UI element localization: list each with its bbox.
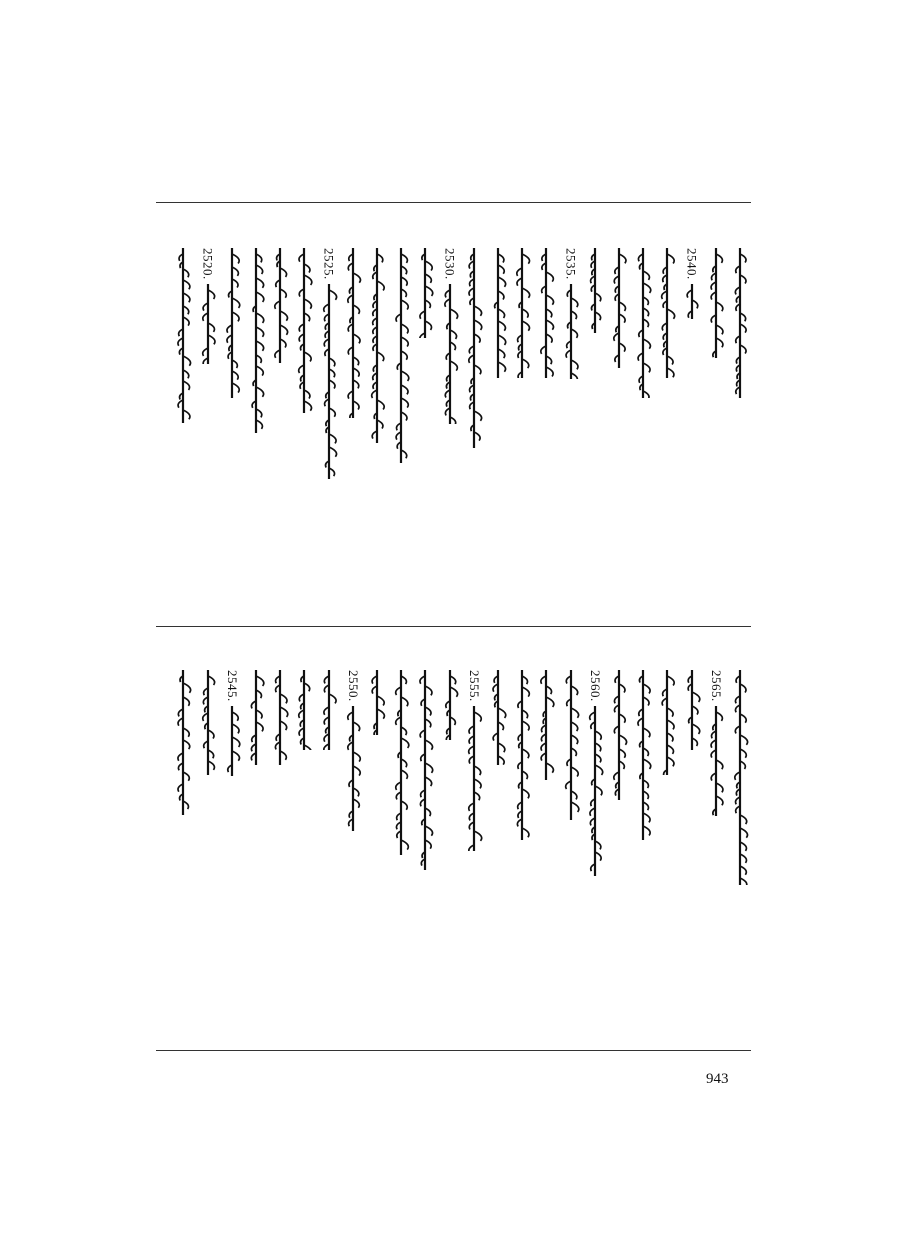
script-line bbox=[705, 670, 727, 816]
mongolian-script-glyphs bbox=[463, 706, 485, 851]
script-text bbox=[245, 248, 267, 433]
line-number: 2535. bbox=[563, 248, 579, 280]
script-text bbox=[656, 670, 678, 775]
top-rule bbox=[156, 202, 751, 203]
script-line bbox=[535, 670, 557, 780]
script-text bbox=[487, 248, 509, 378]
script-text bbox=[463, 706, 485, 851]
script-text bbox=[293, 670, 315, 750]
line-number: 2520. bbox=[200, 248, 216, 280]
mongolian-script-glyphs bbox=[487, 248, 509, 378]
script-line bbox=[584, 670, 606, 876]
script-line bbox=[632, 248, 654, 398]
mongolian-script-glyphs bbox=[342, 248, 364, 418]
script-text bbox=[390, 248, 412, 463]
mongolian-script-glyphs bbox=[414, 670, 436, 870]
mongolian-script-glyphs bbox=[221, 706, 243, 776]
mongolian-script-glyphs bbox=[269, 248, 291, 363]
line-number: 2530. bbox=[442, 248, 458, 280]
mongolian-script-glyphs bbox=[245, 670, 267, 765]
mongolian-script-glyphs bbox=[608, 248, 630, 368]
script-line bbox=[487, 670, 509, 765]
script-line bbox=[390, 670, 412, 855]
line-number: 2565. bbox=[708, 670, 724, 702]
mongolian-script-glyphs bbox=[342, 706, 364, 831]
script-line bbox=[197, 670, 219, 775]
script-line bbox=[318, 670, 340, 750]
mongolian-script-glyphs bbox=[197, 670, 219, 775]
script-line bbox=[245, 248, 267, 433]
script-line bbox=[439, 670, 461, 740]
mongolian-script-glyphs bbox=[318, 284, 340, 479]
script-text bbox=[729, 248, 751, 398]
script-text bbox=[293, 248, 315, 413]
mongolian-script-glyphs bbox=[705, 248, 727, 358]
mongolian-script-glyphs bbox=[390, 248, 412, 463]
script-text bbox=[584, 248, 606, 333]
mongolian-script-glyphs bbox=[221, 248, 243, 398]
script-text bbox=[439, 670, 461, 740]
script-line bbox=[487, 248, 509, 378]
script-line bbox=[705, 248, 727, 358]
mongolian-script-glyphs bbox=[729, 670, 751, 885]
mongolian-script-glyphs bbox=[172, 248, 194, 423]
mongolian-script-glyphs bbox=[608, 670, 630, 800]
script-text bbox=[342, 706, 364, 831]
line-number: 2525. bbox=[321, 248, 337, 280]
script-text bbox=[245, 670, 267, 765]
mongolian-script-glyphs bbox=[318, 670, 340, 750]
script-line bbox=[414, 670, 436, 870]
script-line bbox=[608, 670, 630, 800]
script-line bbox=[318, 248, 340, 479]
script-line bbox=[608, 248, 630, 368]
script-line bbox=[560, 248, 582, 379]
line-number: 2540. bbox=[684, 248, 700, 280]
script-line bbox=[172, 248, 194, 423]
line-number: 2555. bbox=[466, 670, 482, 702]
script-line bbox=[535, 248, 557, 378]
script-text bbox=[729, 670, 751, 885]
script-text bbox=[390, 670, 412, 855]
mongolian-script-glyphs bbox=[439, 670, 461, 740]
line-number: 2560. bbox=[587, 670, 603, 702]
script-text bbox=[608, 248, 630, 368]
script-text bbox=[221, 248, 243, 398]
script-line bbox=[342, 248, 364, 418]
mongolian-script-glyphs bbox=[197, 284, 219, 364]
mongolian-script-glyphs bbox=[172, 670, 194, 815]
script-line bbox=[172, 670, 194, 815]
mongolian-script-glyphs bbox=[390, 670, 412, 855]
script-text bbox=[535, 670, 557, 780]
line-number: 2545. bbox=[224, 670, 240, 702]
script-text bbox=[463, 248, 485, 448]
mongolian-script-glyphs bbox=[414, 248, 436, 338]
script-line bbox=[293, 248, 315, 413]
script-text bbox=[172, 248, 194, 423]
script-line bbox=[681, 248, 703, 319]
script-line bbox=[511, 248, 533, 378]
mongolian-script-glyphs bbox=[463, 248, 485, 448]
script-line bbox=[681, 670, 703, 750]
script-text bbox=[318, 670, 340, 750]
mongolian-script-glyphs bbox=[705, 706, 727, 816]
script-line bbox=[366, 670, 388, 735]
mongolian-script-glyphs bbox=[656, 248, 678, 378]
script-text bbox=[366, 248, 388, 443]
script-line bbox=[511, 670, 533, 840]
script-line bbox=[366, 248, 388, 443]
script-text bbox=[705, 248, 727, 358]
script-text bbox=[632, 670, 654, 840]
script-text bbox=[269, 248, 291, 363]
script-line bbox=[729, 248, 751, 398]
mongolian-script-glyphs bbox=[293, 670, 315, 750]
mongolian-script-glyphs bbox=[269, 670, 291, 765]
script-line bbox=[293, 670, 315, 750]
mongolian-script-glyphs bbox=[511, 670, 533, 840]
script-text bbox=[511, 248, 533, 378]
script-text bbox=[608, 670, 630, 800]
mongolian-script-glyphs bbox=[535, 248, 557, 378]
script-text bbox=[681, 284, 703, 319]
mongolian-script-glyphs bbox=[245, 248, 267, 433]
script-text bbox=[535, 248, 557, 378]
bottom-rule bbox=[156, 1050, 751, 1051]
script-line bbox=[269, 248, 291, 363]
script-text bbox=[221, 706, 243, 776]
script-line bbox=[729, 670, 751, 885]
script-line bbox=[463, 670, 485, 851]
script-line bbox=[439, 248, 461, 424]
script-line bbox=[245, 670, 267, 765]
script-text bbox=[656, 248, 678, 378]
mongolian-script-glyphs bbox=[632, 248, 654, 398]
mongolian-script-glyphs bbox=[656, 670, 678, 775]
script-text bbox=[560, 670, 582, 820]
mongolian-script-glyphs bbox=[560, 670, 582, 820]
script-text bbox=[511, 670, 533, 840]
mongolian-script-glyphs bbox=[681, 670, 703, 750]
mongolian-script-glyphs bbox=[511, 248, 533, 378]
script-line bbox=[414, 248, 436, 338]
mongolian-script-glyphs bbox=[293, 248, 315, 413]
script-text bbox=[414, 670, 436, 870]
script-line bbox=[197, 248, 219, 364]
script-text bbox=[172, 670, 194, 815]
script-text bbox=[197, 670, 219, 775]
script-text bbox=[705, 706, 727, 816]
script-text bbox=[269, 670, 291, 765]
line-number: 2550. bbox=[345, 670, 361, 702]
script-line bbox=[221, 670, 243, 776]
script-line bbox=[656, 248, 678, 378]
mongolian-script-glyphs bbox=[366, 248, 388, 443]
script-text bbox=[414, 248, 436, 338]
page-number: 943 bbox=[706, 1071, 729, 1087]
script-text bbox=[318, 284, 340, 479]
middle-rule bbox=[156, 626, 751, 627]
script-text bbox=[560, 284, 582, 379]
script-text bbox=[681, 670, 703, 750]
mongolian-script-glyphs bbox=[681, 284, 703, 319]
script-text bbox=[366, 670, 388, 735]
script-line bbox=[390, 248, 412, 463]
mongolian-script-glyphs bbox=[729, 248, 751, 398]
script-text bbox=[197, 284, 219, 364]
script-line bbox=[560, 670, 582, 820]
script-line bbox=[342, 670, 364, 831]
script-text bbox=[342, 248, 364, 418]
mongolian-script-glyphs bbox=[366, 670, 388, 735]
mongolian-script-glyphs bbox=[584, 706, 606, 876]
script-line bbox=[656, 670, 678, 775]
script-line bbox=[221, 248, 243, 398]
script-line bbox=[269, 670, 291, 765]
script-text bbox=[487, 670, 509, 765]
mongolian-script-glyphs bbox=[439, 284, 461, 424]
mongolian-script-glyphs bbox=[487, 670, 509, 765]
script-text bbox=[632, 248, 654, 398]
script-line bbox=[463, 248, 485, 448]
script-line bbox=[632, 670, 654, 840]
mongolian-script-glyphs bbox=[535, 670, 557, 780]
mongolian-script-glyphs bbox=[560, 284, 582, 379]
mongolian-script-glyphs bbox=[584, 248, 606, 333]
script-line bbox=[584, 248, 606, 333]
script-text bbox=[584, 706, 606, 876]
mongolian-script-glyphs bbox=[632, 670, 654, 840]
script-text bbox=[439, 284, 461, 424]
